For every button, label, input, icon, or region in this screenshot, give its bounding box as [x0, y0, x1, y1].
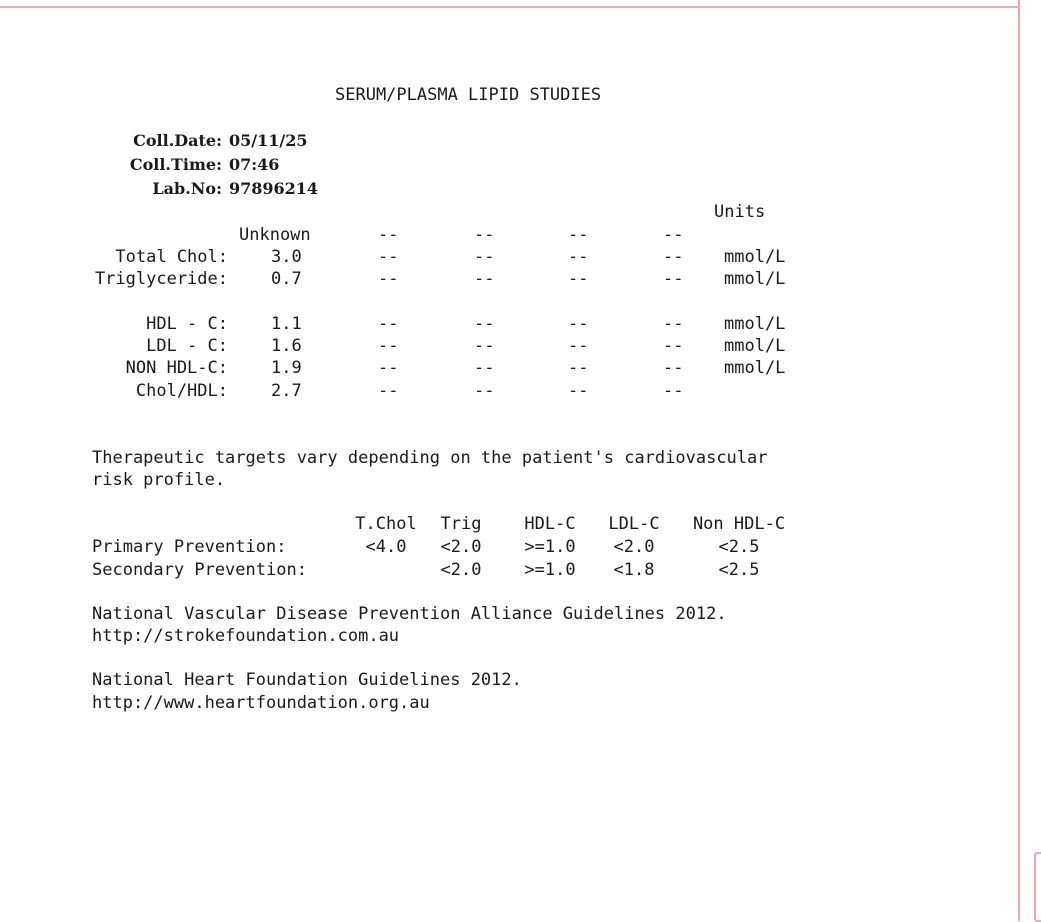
empty-column-marker: --	[663, 225, 684, 245]
target-value: <2.0	[440, 560, 482, 580]
empty-column-marker: --	[378, 336, 399, 356]
result-unit: mmol/L	[724, 336, 786, 356]
result-label: HDL - C:	[146, 314, 228, 334]
empty-column-marker: --	[568, 314, 589, 334]
target-column-header: Non HDL-C	[692, 514, 786, 534]
result-unit: mmol/L	[724, 247, 786, 267]
coll-date-label: Coll.Date:	[133, 131, 222, 150]
target-value: <2.5	[718, 560, 760, 580]
target-column-header: Trig	[440, 514, 482, 534]
target-value: <2.0	[613, 537, 655, 557]
empty-column-marker: --	[663, 314, 684, 334]
empty-column-marker: --	[474, 358, 495, 378]
empty-column-marker: --	[474, 247, 495, 267]
empty-column-marker: --	[378, 314, 399, 334]
empty-column-marker: --	[663, 336, 684, 356]
target-value: <2.0	[440, 537, 482, 557]
coll-date-value: 05/11/25	[229, 131, 308, 150]
empty-column-marker: --	[378, 381, 399, 401]
targets-note-line1: Therapeutic targets vary depending on the patient's cardiovascular	[92, 448, 768, 468]
result-value: 0.7	[271, 269, 302, 289]
result-label: LDL - C:	[146, 336, 228, 356]
result-value: 2.7	[271, 381, 302, 401]
empty-column-marker: --	[568, 381, 589, 401]
empty-column-marker: --	[568, 247, 589, 267]
target-column-header: LDL-C	[608, 514, 660, 534]
target-value: <1.8	[613, 560, 655, 580]
result-label: Triglyceride:	[94, 269, 228, 289]
coll-time-value: 07:46	[229, 155, 280, 174]
empty-column-marker: --	[378, 269, 399, 289]
results-column-header: Unknown	[239, 225, 311, 245]
empty-column-marker: --	[663, 358, 684, 378]
result-label: Total Chol:	[115, 247, 228, 267]
empty-column-marker: --	[378, 358, 399, 378]
report-title: SERUM/PLASMA LIPID STUDIES	[335, 85, 602, 105]
empty-column-marker: --	[568, 225, 589, 245]
result-unit: mmol/L	[724, 269, 786, 289]
empty-column-marker: --	[663, 269, 684, 289]
target-column-header: HDL-C	[524, 514, 576, 534]
target-row-label: Primary Prevention:	[92, 537, 287, 557]
page-edge-tab	[1034, 852, 1041, 922]
empty-column-marker: --	[474, 381, 495, 401]
result-value: 1.9	[271, 358, 302, 378]
result-unit: mmol/L	[724, 358, 786, 378]
empty-column-marker: --	[663, 247, 684, 267]
result-label: Chol/HDL:	[135, 381, 228, 401]
units-header: Units	[714, 202, 766, 222]
result-label: NON HDL-C:	[125, 358, 228, 378]
reference-1-url[interactable]: http://strokefoundation.com.au	[92, 626, 400, 646]
result-value: 3.0	[271, 247, 302, 267]
empty-column-marker: --	[474, 269, 495, 289]
result-value: 1.1	[271, 314, 302, 334]
empty-column-marker: --	[378, 225, 399, 245]
lab-no-value: 97896214	[229, 179, 319, 198]
page-border-right	[1018, 0, 1020, 921]
target-value: <2.5	[718, 537, 760, 557]
result-unit: mmol/L	[724, 314, 786, 334]
coll-time-label: Coll.Time:	[129, 155, 222, 174]
targets-note-line2: risk profile.	[92, 470, 226, 490]
empty-column-marker: --	[663, 381, 684, 401]
reference-2-url[interactable]: http://www.heartfoundation.org.au	[92, 693, 430, 713]
target-value: <4.0	[365, 537, 407, 557]
empty-column-marker: --	[568, 358, 589, 378]
page-border-top	[0, 6, 1018, 8]
target-value: >=1.0	[524, 537, 576, 557]
empty-column-marker: --	[568, 269, 589, 289]
empty-column-marker: --	[568, 336, 589, 356]
reference-2-title: National Heart Foundation Guidelines 2012.	[92, 670, 522, 690]
reference-1-title: National Vascular Disease Prevention Alliance Guidelines 2012.	[92, 604, 727, 624]
target-column-header: T.Chol	[355, 514, 417, 534]
empty-column-marker: --	[474, 225, 495, 245]
empty-column-marker: --	[474, 314, 495, 334]
result-value: 1.6	[271, 336, 302, 356]
target-row-label: Secondary Prevention:	[92, 560, 307, 580]
lab-no-label: Lab.No:	[152, 179, 222, 198]
empty-column-marker: --	[474, 336, 495, 356]
empty-column-marker: --	[378, 247, 399, 267]
target-value: >=1.0	[524, 560, 576, 580]
